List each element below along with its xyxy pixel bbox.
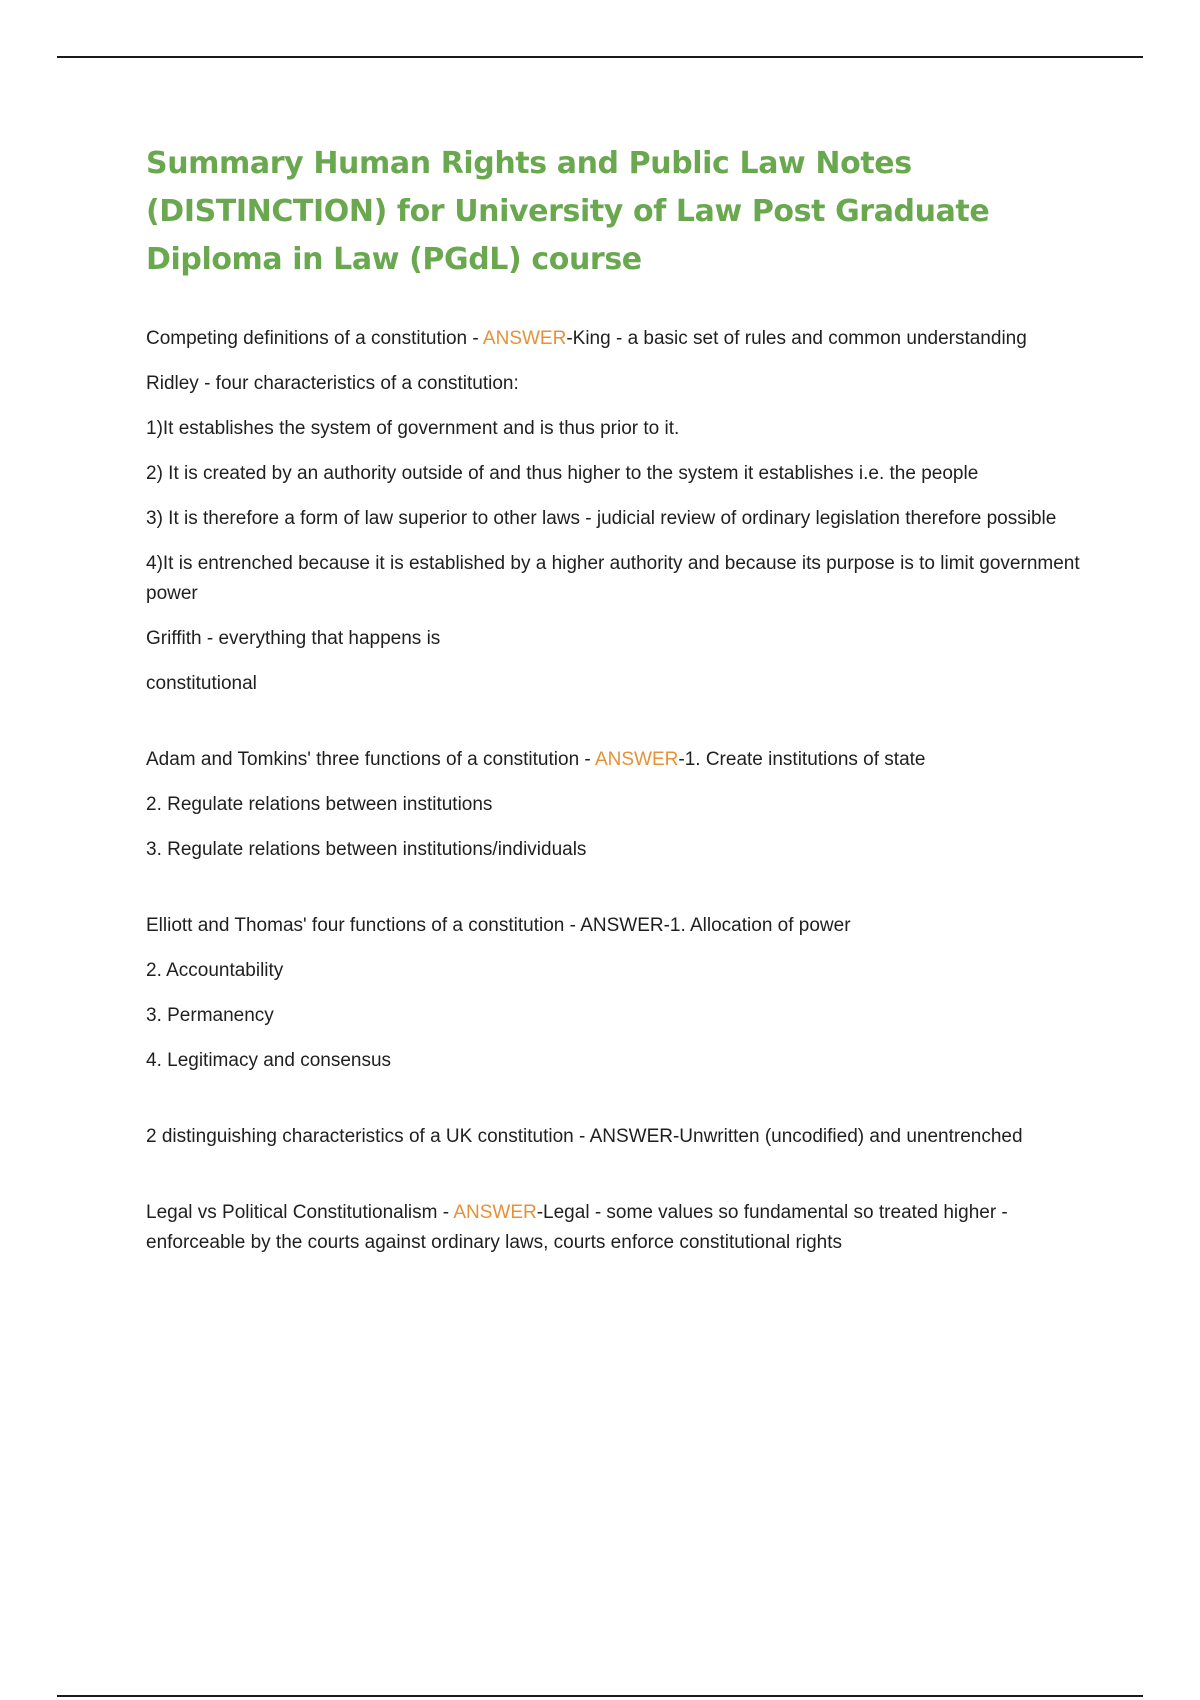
answer-text: -Unwritten (uncodified) and unentrenched [672, 1126, 1023, 1147]
qa-block [146, 1122, 1096, 1152]
answer-line: 4)It is entrenched because it is established by a higher authority and because its purpose is to limit government power [146, 553, 1080, 604]
answer-line: 3. Regulate relations between institutions/individuals [146, 839, 587, 860]
question-text: 2 distinguishing characteristics of a UK constitution - [146, 1126, 590, 1147]
answer-line: constitutional [146, 673, 257, 694]
document-body [146, 140, 1096, 1258]
document-title: Summary Human Rights and Public Law Notes (DISTINCTION) for University of Law Post Graduate Diploma in Law (PGdL) course [146, 146, 990, 277]
answer-label: ANSWER [482, 328, 567, 349]
answer-line: 4. Legitimacy and consensus [146, 1050, 392, 1071]
answer-line: Griffith - everything that happens is [146, 628, 441, 649]
question-text: Legal vs Political Constitutionalism - [146, 1202, 454, 1223]
answer-label: ANSWER [589, 1126, 673, 1147]
answer-text: -1. Create institutions of state [678, 749, 926, 770]
top-rule [57, 56, 1143, 58]
answer-label: ANSWER [594, 749, 679, 770]
answer-line: 2. Accountability [146, 960, 284, 981]
qa-block [146, 1198, 1096, 1258]
qa-block [146, 324, 1096, 699]
answer-line: 3) It is therefore a form of law superior to other laws - judicial review of ordinary legislation therefore possible [146, 508, 1057, 529]
question-text: Elliott and Thomas' four functions of a constitution - [146, 915, 581, 936]
answer-label: ANSWER [580, 915, 664, 936]
qa-block [146, 911, 1096, 1076]
answer-line: 2) It is created by an authority outside of and thus higher to the system it establishes i.e. the people [146, 463, 979, 484]
answer-line: Ridley - four characteristics of a constitution: [146, 373, 519, 394]
answer-line: 2. Regulate relations between institutions [146, 794, 493, 815]
question-line [146, 911, 1096, 941]
question-line [146, 745, 1096, 775]
answer-line: 1)It establishes the system of government and is thus prior to it. [146, 418, 680, 439]
answer-label: ANSWER [453, 1202, 537, 1223]
qa-block [146, 745, 1096, 865]
answer-text: -Legal - some values so fundamental so treated higher - enforceable by the courts against ordinary laws, courts enforce constitutional rights [146, 1202, 1008, 1253]
answer-text: -1. Allocation of power [663, 915, 851, 936]
question-line [146, 1122, 1096, 1152]
bottom-rule [57, 1695, 1143, 1697]
answer-line: 3. Permanency [146, 1005, 274, 1026]
question-text: Competing definitions of a constitution - [146, 328, 483, 349]
answer-text: -King - a basic set of rules and common understanding [566, 328, 1027, 349]
question-line [146, 324, 1096, 354]
question-text: Adam and Tomkins' three functions of a constitution - [146, 749, 595, 770]
question-line [146, 1198, 1096, 1258]
